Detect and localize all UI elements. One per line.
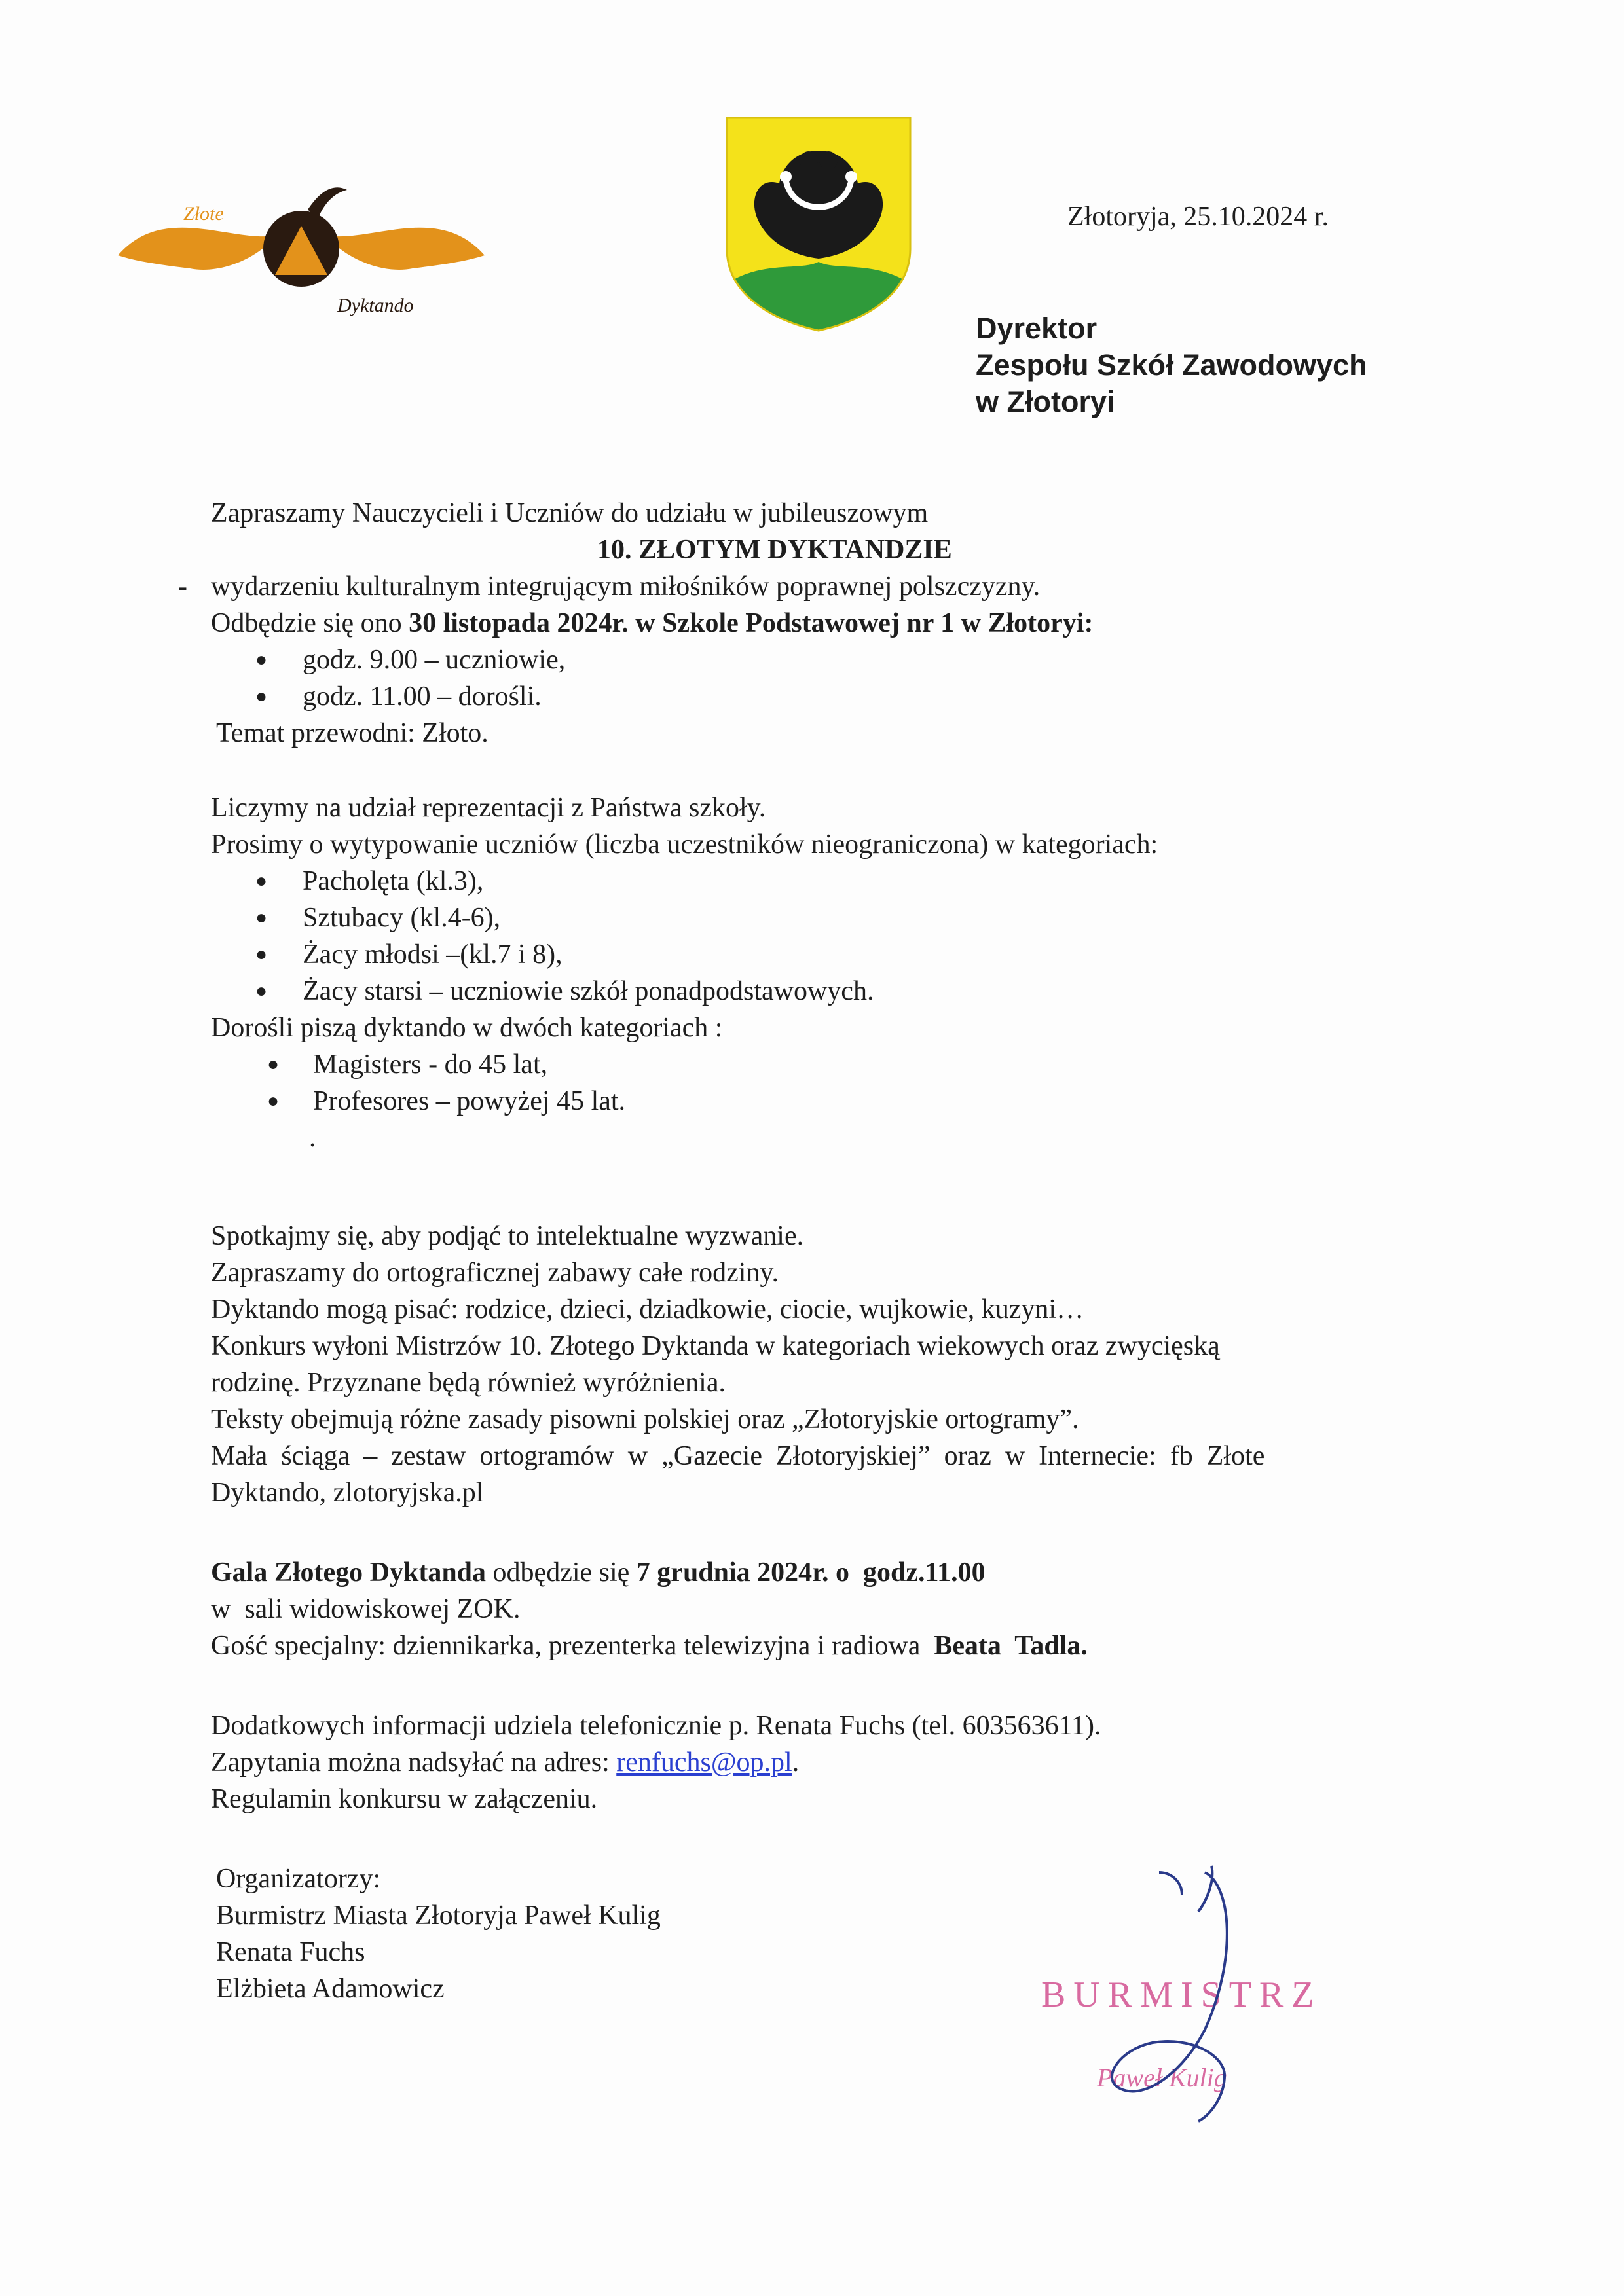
logo-text-dyktando: Dyktando <box>337 295 414 316</box>
gala-guest-name: Beata Tadla. <box>934 1631 1088 1661</box>
body-line: Dyktando mogą pisać: rodzice, dzieci, dziadkowie, ciocie, wujkowie, kuzyni… <box>211 1294 1084 1324</box>
request: Prosimy o wytypowanie uczniów (liczba uczestników nieograniczona) w kategoriach: <box>211 829 1158 860</box>
recipient-block <box>976 310 1367 420</box>
recipient-line-1: Dyrektor <box>976 312 1098 345</box>
intro-when-prefix: Odbędzie się ono <box>211 608 409 638</box>
schedule-item: godz. 11.00 – dorośli. <box>303 682 542 712</box>
zlote-dyktando-logo <box>111 164 491 334</box>
student-category: Żacy starsi – uczniowie szkół ponadpodstawowych. <box>303 976 874 1006</box>
intro-when-bold: 30 listopada 2024r. w Szkole Podstawowej nr 1 w Złotoryi: <box>409 608 1094 638</box>
bullet: ● <box>255 943 268 965</box>
place-date: Złotoryja, 25.10.2024 r. <box>1067 202 1329 232</box>
student-category: Sztubacy (kl.4-6), <box>303 903 501 933</box>
body-line: Konkurs wyłoni Mistrzów 10. Złotego Dyktanda w kategoriach wiekowych oraz zwycięską <box>211 1331 1220 1361</box>
contact-email-line <box>211 1745 799 1779</box>
adult-category: Profesores – powyżej 45 lat. <box>313 1086 626 1116</box>
organizer-name: Burmistrz Miasta Złotoryja Paweł Kulig <box>216 1901 661 1931</box>
bullet: ● <box>255 870 268 892</box>
adult-category: Magisters - do 45 lat, <box>313 1049 548 1080</box>
body-line: Spotkajmy się, aby podjąć to intelektualne wyzwanie. <box>211 1221 804 1251</box>
eagle-coat-of-arms-icon <box>720 111 917 334</box>
body-line: rodzinę. Przyznane będą również wyróżnienia. <box>211 1368 726 1398</box>
coat-of-arms <box>720 111 917 334</box>
intro-dash: - <box>178 572 187 602</box>
bullet: ● <box>267 1090 280 1112</box>
gold-swirl-icon <box>111 164 491 334</box>
body-line: Zapraszamy do ortograficznej zabawy całe rodziny. <box>211 1258 779 1288</box>
theme: Temat przewodni: Złoto. <box>216 718 489 748</box>
recipient-line-2: Zespołu Szkół Zawodowych <box>976 348 1367 382</box>
gala-guest <box>211 1629 1088 1663</box>
body-line: Mała ściąga – zestaw ortogramów w „Gazecie Złotoryjskiej” oraz w Internecie: fb Złote <box>211 1441 1265 1471</box>
body-line: Teksty obejmują różne zasady pisowni polskiej oraz „Złotoryjskie ortogramy”. <box>211 1404 1079 1434</box>
stamp-title: BURMISTRZ <box>1041 1975 1322 2015</box>
bullet: ● <box>267 1053 280 1075</box>
gala-title: Gala Złotego Dyktanda <box>211 1558 487 1588</box>
bullet: ● <box>255 649 268 670</box>
organizer-name: Elżbieta Adamowicz <box>216 1974 445 2004</box>
logo-text-zlote: Złote <box>183 203 224 225</box>
contact-phone: Dodatkowych informacji udziela telefonicznie p. Renata Fuchs (tel. 603563611). <box>211 1711 1101 1741</box>
adults-intro: Dorośli piszą dyktando w dwóch kategoriach : <box>211 1013 723 1043</box>
handwritten-signature-icon <box>1074 1859 1270 2134</box>
intro-description: wydarzeniu kulturalnym integrującym miłośników poprawnej polszczyzny. <box>211 572 1041 602</box>
regulations: Regulamin konkursu w załączeniu. <box>211 1784 598 1814</box>
organizer-name: Renata Fuchs <box>216 1937 365 1967</box>
email-link[interactable]: renfuchs@op.pl <box>616 1747 792 1777</box>
event-title: 10. ZŁOTYM DYKTANDZIE <box>597 535 952 565</box>
count-on: Liczymy na udział reprezentacji z Państwa szkoły. <box>211 793 766 823</box>
bullet: ● <box>255 685 268 707</box>
organizers-heading: Organizatorzy: <box>216 1864 381 1894</box>
bullet: ● <box>255 980 268 1002</box>
intro-when <box>211 606 1093 640</box>
stray-dot: . <box>309 1123 316 1153</box>
recipient-line-3: w Złotoryi <box>976 385 1115 418</box>
gala-date: 7 grudnia 2024r. o godz.11.00 <box>636 1558 986 1588</box>
contact-email-prefix: Zapytania można nadsyłać na adres: <box>211 1747 617 1777</box>
student-category: Żacy młodsi –(kl.7 i 8), <box>303 939 563 970</box>
bullet: ● <box>255 907 268 928</box>
gala-venue: w sali widowiskowej ZOK. <box>211 1594 521 1624</box>
gala-text: odbędzie się <box>486 1558 637 1588</box>
gala-guest-prefix: Gość specjalny: dziennikarka, prezenterka telewizyjna i radiowa <box>211 1631 934 1661</box>
gala-line-1 <box>211 1556 986 1590</box>
contact-email-suffix: . <box>792 1747 800 1777</box>
intro-invite: Zapraszamy Nauczycieli i Uczniów do udziału w jubileuszowym <box>211 498 929 528</box>
body-line: Dyktando, zlotoryjska.pl <box>211 1478 484 1508</box>
stamp-signature-name: Paweł Kulig <box>1097 2063 1227 2092</box>
student-category: Pacholęta (kl.3), <box>303 866 484 896</box>
schedule-item: godz. 9.00 – uczniowie, <box>303 645 566 675</box>
